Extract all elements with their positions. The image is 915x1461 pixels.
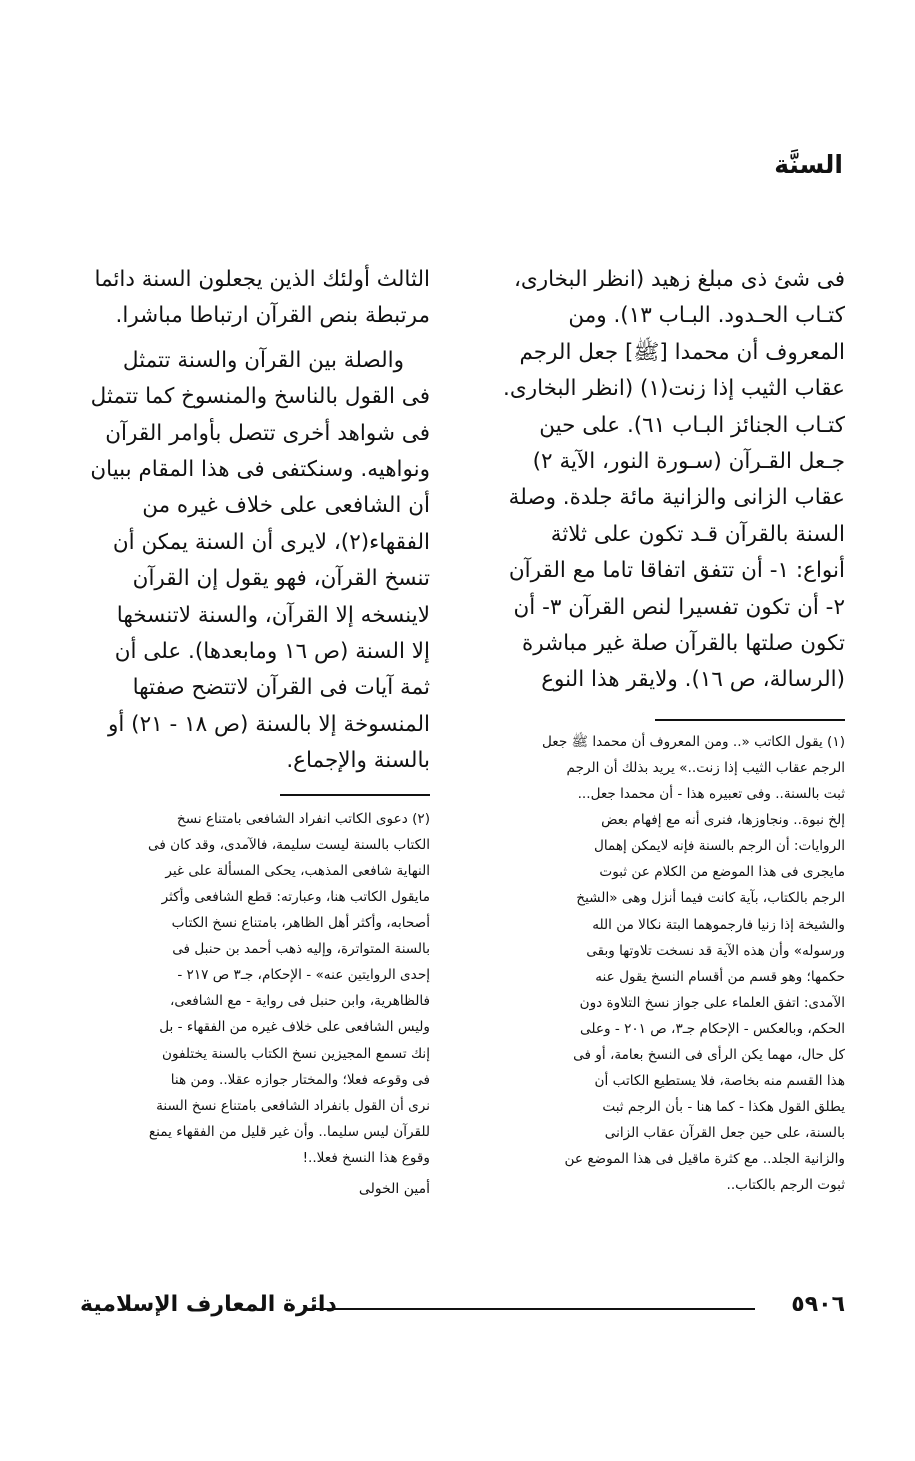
- footnote-line: الروايات: أن الرجم بالسنة فإنه لايمكن إهمال: [594, 838, 845, 855]
- footnote-line: والزانية الجلد.. مع كثرة ماقيل فى هذا الموضع عن: [564, 1151, 845, 1168]
- body-line: ٢- أن تكون تفسيرا لنص القرآن ٣- أن: [513, 594, 845, 620]
- footnote-line: والشيخة إذا زنيا فارجموهما البتة نكالا من الله: [592, 916, 845, 933]
- footnote-line: ثبوت الرجم بالكتاب..: [726, 1177, 845, 1194]
- running-title: السنَّة: [774, 150, 843, 179]
- footnote-1: [485, 729, 845, 1199]
- body-line: (الرسالة، ص ١٦). ولايقر هذا النوع: [541, 667, 845, 693]
- footnote-line: الرجم عقاب الثيب إذا زنت..» يريد بذلك أن الرجم: [566, 759, 845, 776]
- body-line: فى شواهد أخرى تتصل بأوامر القرآن: [105, 420, 430, 446]
- body-line: بالسنة والإجماع.: [286, 748, 430, 774]
- body-line: تكون صلتها بالقرآن صلة غير مباشرة: [521, 631, 845, 657]
- body-line: أن الشافعى على خلاف غيره من: [142, 493, 430, 519]
- footnote-line: بالسنة المتواترة، وإليه ذهب أحمد بن حنبل فى: [172, 941, 430, 958]
- body-line: المنسوخة إلا بالسنة (ص ١٨ - ٢١) أو: [107, 711, 430, 737]
- footnote-line: أصحابه، وأكثر أهل الظاهر، بامتناع نسخ الكتاب: [171, 915, 430, 932]
- body-line: والصلة بين القرآن والسنة تتمثل: [122, 347, 404, 373]
- footnote-line: حكمها؛ وهو قسم من أقسام النسخ يقول عنه: [595, 968, 845, 985]
- footnote-line: الحكم، وبالعكس - الإحكام جـ٣، ص ٢٠١ - وعلى: [580, 1020, 845, 1037]
- footnote-line: وقوع هذا النسخ فعلا..!: [302, 1149, 430, 1166]
- footnote-line: (٢) دعوى الكاتب انفراد الشافعى بامتناع نسخ: [176, 810, 430, 827]
- body-line: الفقهاء(٢)، لايرى أن السنة يمكن أن: [112, 529, 430, 555]
- body-line: تنسخ القرآن، فهو يقول إن القرآن: [132, 566, 430, 592]
- footnote-line: بالسنة، على حين جعل القرآن عقاب الزانى: [604, 1125, 845, 1142]
- body-line: مرتبطة بنص القرآن ارتباطا مباشرا.: [115, 303, 430, 329]
- footnote-line: الرجم بالكتاب، بآية كانت فيما أنزل وهى «الشيخ: [576, 890, 845, 907]
- footnote-line: فالظاهرية، وابن حنبل فى رواية - مع الشافعى،: [169, 993, 430, 1010]
- body-line: السنة بالقرآن قـد تكون على ثلاثة: [550, 521, 845, 547]
- body-line: جـعل القـرآن (سـورة النور، الآية ٢): [532, 449, 845, 475]
- left-column: [70, 262, 430, 1197]
- footnote-line: كل حال، مهما يكن الرأى فى النسخ بعامة، أو فى: [573, 1047, 845, 1063]
- body-line: كتـاب الحـدود. البـاب ١٣). ومن: [568, 303, 845, 329]
- footnote-line: إحدى الروايتين عنه» - الإحكام، جـ٣ ص ٢١٧ -: [177, 967, 430, 984]
- body-line: إلا السنة (ص ١٦ ومابعدها). على أن: [114, 639, 430, 665]
- footnote-2: [70, 806, 430, 1171]
- page-footer: [80, 1292, 845, 1332]
- footnote-line: إنك تسمع المجيزين نسخ الكتاب بالسنة يختلفون: [161, 1045, 430, 1062]
- footnote-line: وليس الشافعى على خلاف غيره من الفقهاء - بل: [159, 1019, 430, 1036]
- footnote-line: للقرآن ليس سليما.. وأن غير قليل من الفقهاء يمنع: [148, 1123, 430, 1140]
- body-line: لاينسخه إلا القرآن، والسنة لاتنسخها: [116, 602, 430, 628]
- body-line: أنواع: ١- أن تتفق اتفاقا تاما مع القرآن: [508, 558, 845, 584]
- body-line: الثالث أولئك الذين يجعلون السنة دائما: [94, 267, 430, 292]
- body-line: المعروف أن محمدا [ﷺ] جعل الرجم: [519, 339, 845, 365]
- body-line: عقاب الثيب إذا زنت(١) (انظر البخارى.: [503, 376, 845, 402]
- footnote-line: فى وقوعه فعلا؛ والمختار جوازه عقلا.. ومن هنا: [170, 1071, 430, 1088]
- footnote-line: النهاية شافعى المذهب، يحكى المسألة على غير: [165, 862, 430, 879]
- footnote-line: الآمدى: اتفق العلماء على جواز نسخ التلاوة دون: [579, 994, 845, 1011]
- right-column: [485, 262, 845, 1199]
- footnote-divider: [280, 794, 430, 796]
- footnote-line: نرى أن القول بانفراد الشافعى بامتناع نسخ السنة: [156, 1097, 430, 1114]
- footnote-line: إلخ نبوة.. ونجاوزها، فنرى أنه مع إفهام بعض: [601, 812, 845, 829]
- body-line: فى شئ ذى مبلغ زهيد (انظر البخارى،: [513, 267, 845, 292]
- footnote-line: ورسوله» وأن هذه الآية قد نسخت تلاوتها وبقى: [586, 942, 845, 959]
- author-signature: أمين الخولى: [358, 1181, 430, 1197]
- body-line: ثمة آيات فى القرآن لاتتضح صفتها: [132, 675, 430, 701]
- body-line: عقاب الزانى والزانية مائة جلدة. وصلة: [508, 485, 845, 511]
- footer-rule: [305, 1308, 755, 1310]
- footnote-line: هذا القسم منه بخاصة، فلا يستطيع الكاتب أن: [594, 1073, 845, 1090]
- body-line: كتـاب الجنائز البـاب ٦١). على حين: [539, 412, 845, 438]
- footnote-line: الكتاب بالسنة ليست سليمة، فالآمدى، وقد كان فى: [147, 836, 430, 853]
- publication-title: دائرة المعارف الإسلامية: [80, 1292, 337, 1317]
- body-line: فى القول بالناسخ والمنسوخ كما تتمثل: [90, 384, 430, 410]
- right-column-body: [485, 262, 845, 699]
- footnote-line: يطلق القول هكذا - كما هنا - بأن الرجم ثبت: [602, 1099, 845, 1116]
- footnote-line: مايقول الكاتب هنا، وعبارته: قطع الشافعى وأكثر: [161, 888, 430, 905]
- left-column-body: [70, 262, 430, 780]
- footnote-divider: [655, 719, 845, 721]
- page-number: ٥٩٠٦: [791, 1292, 845, 1317]
- footnote-line: (١) يقول الكاتب «.. ومن المعروف أن محمدا ﷺ جعل: [542, 733, 845, 750]
- body-line: ونواهيه. وسنكتفى فى هذا المقام ببيان: [90, 457, 430, 483]
- footnote-line: ثبت بالسنة.. وفى تعبيره هذا - أن محمدا جعل...: [577, 786, 845, 803]
- footnote-line: مايجرى فى هذا الموضع من الكلام عن ثبوت: [599, 864, 845, 881]
